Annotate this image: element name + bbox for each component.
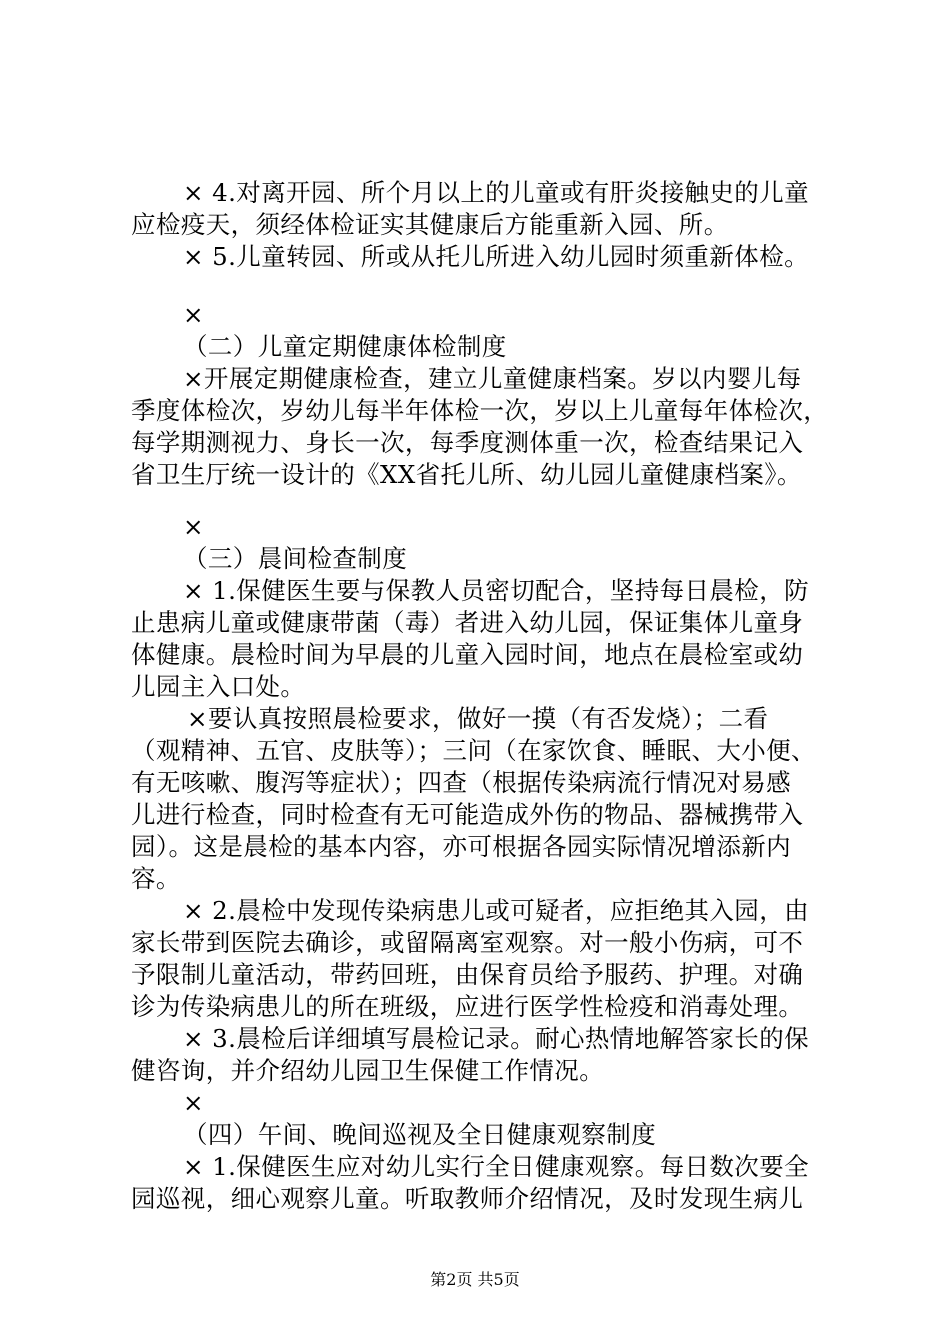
text-line: × 1.保健医生应对幼儿实行全日健康观察。每日数次要全 [183, 1152, 809, 1181]
text-line: 季度体检次，岁幼儿每半年体检一次，岁以上儿童每年体检次， [131, 396, 829, 425]
text-line: 予限制儿童活动，带药回班，由保育员给予服药、护理。对确 [131, 960, 804, 989]
text-line: × 5.儿童转园、所或从托儿所进入幼儿园时须重新体检。 [183, 242, 809, 271]
text-line: 止患病儿童或健康带菌（毒）者进入幼儿园，保证集体儿童身 [131, 608, 804, 637]
text-line: ×开展定期健康检查，建立儿童健康档案。岁以内婴儿每 [183, 364, 802, 393]
text-line: × 1.保健医生要与保教人员密切配合，坚持每日晨检，防 [183, 576, 809, 605]
text-line: 省卫生厅统一设计的《XX省托儿所、幼儿园儿童健康档案》。 [131, 460, 802, 489]
section-heading: （三）晨间检查制度 [183, 544, 408, 573]
text-line: 有无咳嗽、腹泻等症状）；四查（根据传染病流行情况对易感 [131, 768, 792, 797]
text-line: × 2.晨检中发现传染病患儿或可疑者，应拒绝其入园，由 [183, 896, 809, 925]
text-line: 儿园主入口处。 [131, 672, 306, 701]
text-line: 应检疫天，须经体检证实其健康后方能重新入园、所。 [131, 210, 729, 239]
text-line: 儿进行检查，同时检查有无可能造成外伤的物品、器械携带入 [131, 800, 804, 829]
text-line: × [183, 512, 204, 541]
text-line: × [183, 300, 204, 329]
text-line: 家长带到医院去确诊，或留隔离室观察。对一般小伤病，可不 [131, 928, 804, 957]
text-line: 园）。这是晨检的基本内容，亦可根据各园实际情况增添新内 [131, 832, 792, 861]
text-line: × 4.对离开园、所个月以上的儿童或有肝炎接触史的儿童 [183, 178, 809, 207]
section-heading: （四）午间、晚间巡视及全日健康观察制度 [183, 1120, 657, 1149]
text-line: 每学期测视力、身长一次，每季度测体重一次，检查结果记入 [131, 428, 804, 457]
text-line: 诊为传染病患儿的所在班级，应进行医学性检疫和消毒处理。 [131, 992, 804, 1021]
section-heading: （二）儿童定期健康体检制度 [183, 332, 507, 361]
text-line: × 3.晨检后详细填写晨检记录。耐心热情地解答家长的保 [183, 1024, 809, 1053]
text-line: 容。 [131, 864, 181, 893]
page-number-footer: 第2页 共5页 [430, 1270, 520, 1289]
text-line: 体健康。晨检时间为早晨的儿童入园时间，地点在晨检室或幼 [131, 640, 804, 669]
text-line: 园巡视，细心观察儿童。听取教师介绍情况，及时发现生病儿 [131, 1184, 804, 1213]
text-line: × [183, 1088, 204, 1117]
text-line: （观精神、五官、皮肤等）；三问（在家饮食、睡眠、大小便、 [131, 736, 816, 765]
text-line: ×要认真按照晨检要求，做好一摸（有否发烧）；二看 [187, 704, 769, 733]
text-line: 健咨询，并介绍幼儿园卫生保健工作情况。 [131, 1056, 605, 1085]
